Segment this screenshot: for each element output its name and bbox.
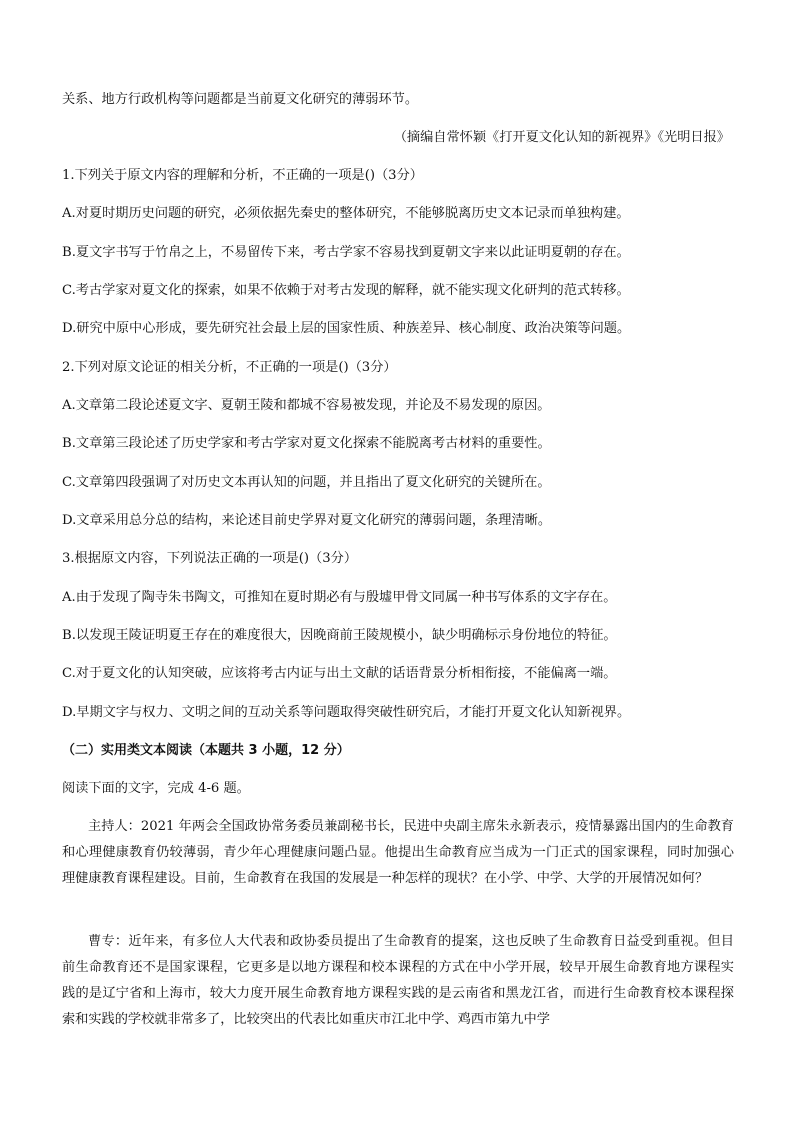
- question-3-option-c: C.对于夏文化的认知突破，应该将考古内证与出土文献的话语背景分析相衔接，不能偏离一端。: [62, 666, 617, 681]
- question-1-option-b: B.夏文字书写于竹帛之上，不易留传下来，考古学家不容易找到夏朝文字来以此证明夏朝的存在。: [62, 245, 630, 260]
- question-1-option-a: A.对夏时期历史问题的研究，必须依据先秦史的整体研究，不能够脱离历史文本记录而单独构建。: [62, 206, 630, 221]
- source-citation: （摘编自常怀颖《打开夏文化认知的新视界》《光明日报》: [393, 130, 730, 145]
- question-2-option-c: C.文章第四段强调了对历史文本再认知的问题，并且指出了夏文化研究的关键所在。: [62, 475, 551, 490]
- question-1-stem: 1.下列关于原文内容的理解和分析，不正确的一项是()（3分）: [62, 168, 423, 183]
- question-2-option-b: B.文章第三段论述了历史学家和考古学家对夏文化探索不能脱离考古材料的重要性。: [62, 436, 551, 451]
- question-1-option-d: D.研究中原中心形成，要先研究社会最上层的国家性质、种族差异、核心制度、政治决策等问题。: [62, 321, 631, 336]
- question-3-stem: 3.根据原文内容，下列说法正确的一项是()（3分）: [62, 551, 358, 566]
- question-3-option-d: D.早期文字与权力、文明之间的互动关系等问题取得突破性研究后，才能打开夏文化认知新视界。: [62, 705, 631, 720]
- host-paragraph: 主持人：2021 年两会全国政协常务委员兼副秘书长，民进中央副主席朱永新表示，疫情暴露出国内的生命教育和心理健康教育仍较薄弱，青少年心理健康问题凸显。他提出生命教育应当成为一门正式的国家课程，同时加强心理健康教育课程建设。目前，生命教育在我国的发展是一种怎样的现状？在小学、中学、大学的开展情况如何？: [62, 819, 734, 886]
- reading-instruction: 阅读下面的文字，完成 4-6 题。: [62, 781, 250, 796]
- question-2-stem: 2.下列对原文论证的相关分析，不正确的一项是()（3分）: [62, 360, 397, 375]
- continuation-line: 关系、地方行政机构等问题都是当前夏文化研究的薄弱环节。: [62, 92, 419, 107]
- cao-paragraph: 曹专：近年来，有多位人大代表和政协委员提出了生命教育的提案，这也反映了生命教育日益受到重视。但目前生命教育还不是国家课程，它更多是以地方课程和校本课程的方式在中小学开展，较早开展生命教育地方课程实践的是辽宁省和上海市，较大力度开展生命教育地方课程实践的是云南省和黑龙江省，而进行生命教育校本课程探索和实践的学校就非常多了，比较突出的代表比如重庆市江北中学、鸡西市第九中学: [62, 934, 734, 1027]
- question-3-option-a: A.由于发现了陶寺朱书陶文，可推知在夏时期必有与殷墟甲骨文同属一种书写体系的文字存在。: [62, 590, 617, 605]
- question-1-option-c: C.考古学家对夏文化的探索，如果不依赖于对考古发现的解释，就不能实现文化研判的范式转移。: [62, 283, 630, 298]
- section-heading: （二）实用类文本阅读（本题共 3 小题，12 分）: [62, 743, 350, 758]
- question-2-option-d: D.文章采用总分总的结构，来论述目前史学界对夏文化研究的薄弱问题，条理清晰。: [62, 513, 552, 528]
- question-2-option-a: A.文章第二段论述夏文字、夏朝王陵和都城不容易被发现，并论及不易发现的原因。: [62, 398, 551, 413]
- question-3-option-b: B.以发现王陵证明夏王存在的难度很大，因晚商前王陵规模小，缺少明确标示身份地位的特征。: [62, 628, 617, 643]
